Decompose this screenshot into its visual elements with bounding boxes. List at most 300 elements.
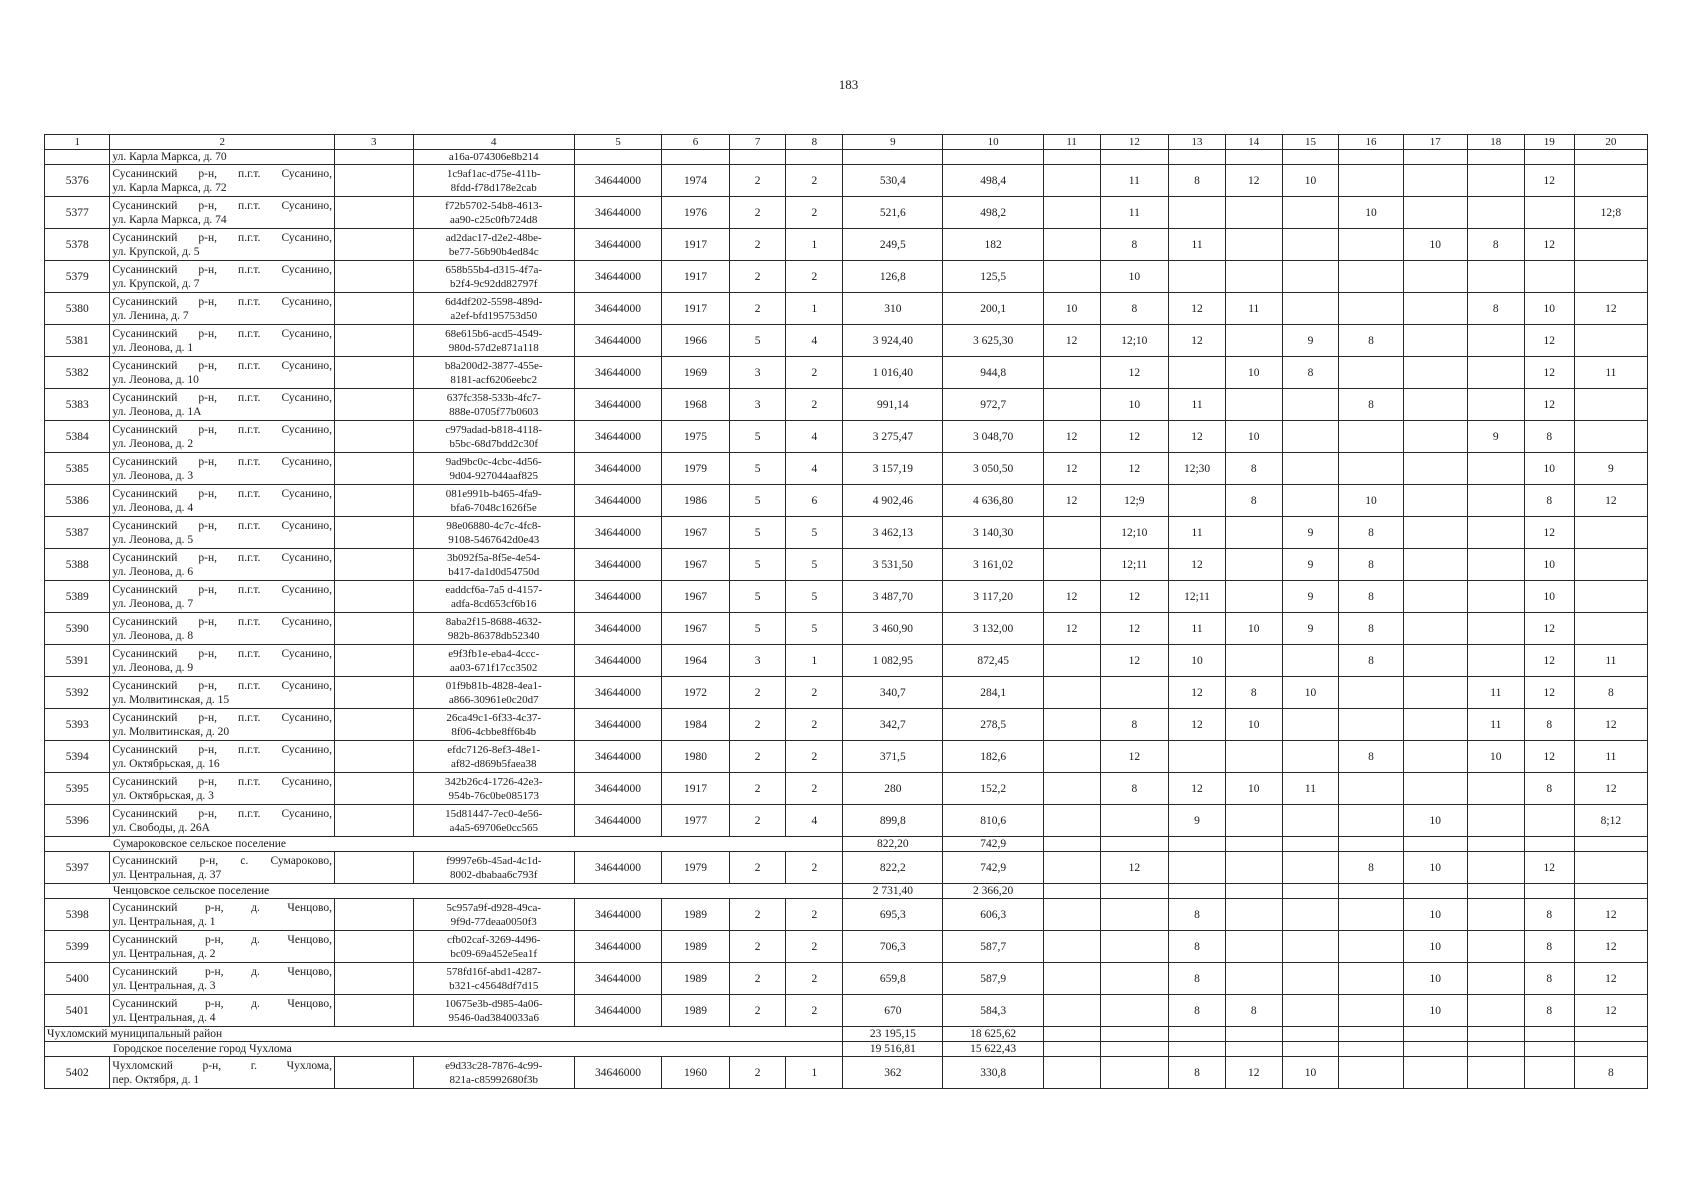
column-number: 14 <box>1225 135 1282 150</box>
guid-line-2: b417-da1d0d54750d <box>448 565 540 578</box>
table-row <box>45 229 1648 261</box>
value-cell: 1968 <box>662 389 730 421</box>
value-cell: 498,4 <box>943 165 1043 197</box>
value-cell: 12 <box>1043 613 1100 645</box>
guid-cell <box>413 805 574 837</box>
value-cell: 12 <box>1524 741 1574 773</box>
value-cell <box>786 150 843 165</box>
guid-cell <box>413 995 574 1027</box>
value-cell: 587,7 <box>943 931 1043 963</box>
subtotal-row <box>45 837 1648 852</box>
value-cell: 2 <box>729 931 786 963</box>
value-cell: 6 <box>786 485 843 517</box>
address-line-2: ул. Леонова, д. 1 <box>112 341 194 354</box>
table-row <box>45 677 1648 709</box>
address-line-2: ул. Молвитинская, д. 20 <box>112 725 230 738</box>
address-line-1: Сусанинский р-н, п.г.т. Сусанино, <box>112 391 333 404</box>
value-cell: 8 <box>1339 613 1403 645</box>
guid-line-2: b321-c45648df7d15 <box>449 979 539 992</box>
value-cell <box>1339 805 1403 837</box>
value-cell: 34644000 <box>574 773 661 805</box>
value-cell: 972,7 <box>943 389 1043 421</box>
address-line-1: Сусанинский р-н, д. Ченцово, <box>112 901 333 914</box>
value-cell <box>1225 517 1282 549</box>
value-cell <box>1339 899 1403 931</box>
address-line-2: ул. Леонова, д. 1А <box>112 405 202 418</box>
value-cell: 12;10 <box>1100 325 1169 357</box>
value-cell: 2 <box>786 357 843 389</box>
empty-cell <box>1403 1042 1467 1057</box>
value-cell <box>1467 931 1524 963</box>
value-cell <box>1225 899 1282 931</box>
value-cell <box>1169 741 1226 773</box>
address-line-1: Сусанинский р-н, п.г.т. Сусанино, <box>112 423 333 436</box>
column-number: 6 <box>662 135 730 150</box>
address-cell <box>110 197 335 229</box>
value-cell: 12 <box>1574 931 1647 963</box>
value-cell <box>1403 645 1467 677</box>
guid-line-1: eaddcf6a-7a5 d-4157- <box>445 583 543 596</box>
guid-cell <box>413 293 574 325</box>
address-line-2: ул. Леонова, д. 8 <box>112 629 194 642</box>
guid-line-2: af82-d869b5faea38 <box>450 757 537 770</box>
value-cell <box>1225 581 1282 613</box>
guid-cell <box>413 261 574 293</box>
value-cell: 8 <box>1100 709 1169 741</box>
value-cell: 4 <box>786 805 843 837</box>
value-cell: 10 <box>1225 421 1282 453</box>
value-cell <box>1169 150 1226 165</box>
value-cell: 8 <box>1524 995 1574 1027</box>
value-cell <box>1467 325 1524 357</box>
table-row <box>45 805 1648 837</box>
empty-cell <box>1524 1027 1574 1042</box>
value-cell: 34644000 <box>574 229 661 261</box>
value-cell: 8 <box>1339 741 1403 773</box>
guid-line-2: 982b-86378db52340 <box>447 629 540 642</box>
value-cell: 695,3 <box>843 899 943 931</box>
value-cell: 8 <box>1225 995 1282 1027</box>
value-cell: 3 462,13 <box>843 517 943 549</box>
value-cell: 3 924,40 <box>843 325 943 357</box>
value-cell: 200,1 <box>943 293 1043 325</box>
value-cell: 4 902,46 <box>843 485 943 517</box>
value-cell: 944,8 <box>943 357 1043 389</box>
value-cell <box>1467 389 1524 421</box>
table-row <box>45 581 1648 613</box>
value-cell: 34644000 <box>574 261 661 293</box>
value-cell: 12 <box>1524 677 1574 709</box>
value-cell <box>1467 613 1524 645</box>
value-cell: 3 157,19 <box>843 453 943 485</box>
subtotal-label: Сумароковское сельское поселение <box>45 837 843 852</box>
column-number: 5 <box>574 135 661 150</box>
value-cell <box>1403 1057 1467 1089</box>
address-line-2: ул. Леонова, д. 7 <box>112 597 194 610</box>
value-cell <box>1339 709 1403 741</box>
subtotal-total-area: 822,20 <box>843 837 943 852</box>
record-number: 5402 <box>45 1057 110 1089</box>
value-cell: 12 <box>1524 613 1574 645</box>
address-line-1: Сусанинский р-н, п.г.т. Сусанино, <box>112 455 333 468</box>
guid-line-2: b2f4-9c92dd82797f <box>450 277 538 290</box>
empty-cell <box>335 357 414 389</box>
value-cell <box>1403 517 1467 549</box>
value-cell: 3 531,50 <box>843 549 943 581</box>
value-cell <box>1574 549 1647 581</box>
column-number-row <box>45 135 1648 150</box>
empty-cell <box>1043 1042 1100 1057</box>
value-cell <box>1574 581 1647 613</box>
value-cell: 2 <box>786 389 843 421</box>
value-cell <box>1574 852 1647 884</box>
value-cell: 810,6 <box>943 805 1043 837</box>
address-line-1: Сусанинский р-н, п.г.т. Сусанино, <box>112 807 333 820</box>
value-cell <box>1467 581 1524 613</box>
value-cell <box>1339 357 1403 389</box>
value-cell <box>1467 485 1524 517</box>
guid-cell <box>413 197 574 229</box>
value-cell: 11 <box>1467 677 1524 709</box>
address-line-2: ул. Леонова, д. 6 <box>112 565 194 578</box>
value-cell <box>1403 485 1467 517</box>
guid-cell <box>413 421 574 453</box>
value-cell <box>1403 150 1467 165</box>
table-row <box>45 613 1648 645</box>
address-line-2: ул. Центральная, д. 3 <box>112 979 216 992</box>
record-number: 5389 <box>45 581 110 613</box>
address-line-2: ул. Крупской, д. 7 <box>112 277 200 290</box>
value-cell: 5 <box>729 613 786 645</box>
value-cell: 34644000 <box>574 293 661 325</box>
value-cell <box>1339 1057 1403 1089</box>
value-cell: 362 <box>843 1057 943 1089</box>
value-cell <box>843 150 943 165</box>
guid-cell <box>413 517 574 549</box>
table-row <box>45 931 1648 963</box>
value-cell <box>1282 995 1339 1027</box>
address-line-2: ул. Октябрьская, д. 3 <box>112 789 214 802</box>
value-cell <box>1100 805 1169 837</box>
guid-cell <box>413 581 574 613</box>
value-cell: 10 <box>1403 963 1467 995</box>
value-cell: 10 <box>1403 899 1467 931</box>
value-cell: 11 <box>1574 357 1647 389</box>
value-cell: 12;30 <box>1169 453 1226 485</box>
address-cell <box>110 741 335 773</box>
record-number: 5398 <box>45 899 110 931</box>
value-cell <box>1467 150 1524 165</box>
value-cell <box>1339 963 1403 995</box>
value-cell <box>1467 261 1524 293</box>
value-cell: 12 <box>1524 165 1574 197</box>
value-cell <box>1403 741 1467 773</box>
value-cell: 9 <box>1282 325 1339 357</box>
value-cell: 12 <box>1524 325 1574 357</box>
value-cell: 742,9 <box>943 852 1043 884</box>
value-cell <box>1524 261 1574 293</box>
value-cell <box>1467 517 1524 549</box>
guid-cell <box>413 899 574 931</box>
address-cell <box>110 325 335 357</box>
column-number: 1 <box>45 135 110 150</box>
subtotal-living-area: 2 366,20 <box>943 884 1043 899</box>
address-line-1: Сусанинский р-н, п.г.т. Сусанино, <box>112 583 333 596</box>
address-line-2: ул. Центральная, д. 1 <box>112 915 216 928</box>
value-cell <box>1225 963 1282 995</box>
value-cell: 12 <box>1524 229 1574 261</box>
value-cell: 11 <box>1225 293 1282 325</box>
column-number: 13 <box>1169 135 1226 150</box>
address-line-1: Сусанинский р-н, п.г.т. Сусанино, <box>112 615 333 628</box>
empty-cell <box>1225 1027 1282 1042</box>
subtotal-label: Чухломский муниципальный район <box>45 1027 843 1042</box>
address-cell <box>110 261 335 293</box>
value-cell <box>1467 899 1524 931</box>
value-cell: 2 <box>729 899 786 931</box>
value-cell <box>1225 229 1282 261</box>
guid-cell <box>413 709 574 741</box>
value-cell: 5 <box>786 581 843 613</box>
value-cell: 4 636,80 <box>943 485 1043 517</box>
value-cell: 34644000 <box>574 805 661 837</box>
value-cell <box>1524 1057 1574 1089</box>
empty-cell <box>335 581 414 613</box>
record-number: 5390 <box>45 613 110 645</box>
address-line-1: Сусанинский р-н, с. Сумароково, <box>112 854 333 867</box>
address-cell <box>110 677 335 709</box>
value-cell: 34644000 <box>574 325 661 357</box>
address-line-2: ул. Крупской, д. 5 <box>112 245 200 258</box>
value-cell: 2 <box>729 709 786 741</box>
column-number: 19 <box>1524 135 1574 150</box>
value-cell <box>1282 899 1339 931</box>
guid-line-2: aa03-671f17cc3502 <box>450 661 538 674</box>
guid-line-1: 658b55b4-d315-4f7a- <box>445 263 542 276</box>
empty-cell <box>1574 884 1647 899</box>
value-cell: 34644000 <box>574 677 661 709</box>
value-cell: 342,7 <box>843 709 943 741</box>
guid-line-1: 68e615b6-acd5-4549- <box>445 327 543 340</box>
address-line-2: ул. Центральная, д. 37 <box>112 868 222 881</box>
address-cell <box>110 421 335 453</box>
record-number: 5396 <box>45 805 110 837</box>
value-cell: 1960 <box>662 1057 730 1089</box>
value-cell: 3 625,30 <box>943 325 1043 357</box>
guid-line-1: b8a200d2-3877-455e- <box>444 359 543 372</box>
address-line-1: Сусанинский р-н, п.г.т. Сусанино, <box>112 231 333 244</box>
value-cell <box>1403 613 1467 645</box>
subtotal-label: Городское поселение город Чухлома <box>45 1042 843 1057</box>
value-cell <box>1043 805 1100 837</box>
value-cell: 8 <box>1100 293 1169 325</box>
address-cell <box>110 357 335 389</box>
address-line-1: Сусанинский р-н, п.г.т. Сусанино, <box>112 679 333 692</box>
subtotal-living-area: 15 622,43 <box>943 1042 1043 1057</box>
empty-cell <box>1225 837 1282 852</box>
value-cell: 3 117,20 <box>943 581 1043 613</box>
value-cell <box>1043 549 1100 581</box>
address-cell <box>110 150 335 165</box>
value-cell: 12 <box>1169 325 1226 357</box>
address-cell <box>110 645 335 677</box>
value-cell: 12 <box>1225 165 1282 197</box>
value-cell: 8 <box>1225 453 1282 485</box>
value-cell <box>1403 389 1467 421</box>
address-cell <box>110 517 335 549</box>
table-row <box>45 852 1648 884</box>
value-cell: 1989 <box>662 963 730 995</box>
value-cell <box>1467 773 1524 805</box>
value-cell <box>1403 421 1467 453</box>
address-line-1: Сусанинский р-н, п.г.т. Сусанино, <box>112 519 333 532</box>
value-cell <box>1524 197 1574 229</box>
value-cell: 498,2 <box>943 197 1043 229</box>
guid-cell <box>413 741 574 773</box>
subtotal-label: Ченцовское сельское поселение <box>45 884 843 899</box>
value-cell: 5 <box>729 421 786 453</box>
table-row <box>45 485 1648 517</box>
value-cell: 9 <box>1467 421 1524 453</box>
column-number: 20 <box>1574 135 1647 150</box>
value-cell: 2 <box>729 852 786 884</box>
record-number: 5391 <box>45 645 110 677</box>
value-cell: 12 <box>1100 453 1169 485</box>
subtotal-row <box>45 1027 1648 1042</box>
value-cell: 10 <box>1100 261 1169 293</box>
value-cell: 991,14 <box>843 389 943 421</box>
value-cell <box>1043 165 1100 197</box>
empty-cell <box>1467 884 1524 899</box>
empty-cell <box>1225 1042 1282 1057</box>
value-cell: 659,8 <box>843 963 943 995</box>
guid-line-1: cfb02caf-3269-4496- <box>447 933 541 946</box>
value-cell <box>1100 1057 1169 1089</box>
record-number: 5384 <box>45 421 110 453</box>
guid-line-2: 9f9d-77deaa0050f3 <box>450 915 537 928</box>
table-row <box>45 261 1648 293</box>
record-number: 5382 <box>45 357 110 389</box>
value-cell: 9 <box>1282 549 1339 581</box>
address-cell <box>110 389 335 421</box>
address-line-1: Сусанинский р-н, п.г.т. Сусанино, <box>112 263 333 276</box>
value-cell <box>1574 261 1647 293</box>
address-line-1: Сусанинский р-н, п.г.т. Сусанино, <box>112 327 333 340</box>
record-number: 5397 <box>45 852 110 884</box>
value-cell: 706,3 <box>843 931 943 963</box>
guid-cell <box>413 357 574 389</box>
value-cell: 3 487,70 <box>843 581 943 613</box>
value-cell: 3 <box>729 389 786 421</box>
address-line-1: Сусанинский р-н, п.г.т. Сусанино, <box>112 743 333 756</box>
value-cell <box>1225 261 1282 293</box>
guid-line-1: 578fd16f-abd1-4287- <box>446 965 542 978</box>
value-cell <box>1225 197 1282 229</box>
value-cell <box>1225 150 1282 165</box>
empty-cell <box>1043 1027 1100 1042</box>
value-cell: 670 <box>843 995 943 1027</box>
value-cell: 8 <box>1169 931 1226 963</box>
empty-cell <box>1467 1027 1524 1042</box>
value-cell <box>1339 453 1403 485</box>
column-number: 7 <box>729 135 786 150</box>
value-cell: 12 <box>1524 517 1574 549</box>
value-cell: 8 <box>1524 963 1574 995</box>
value-cell: 12 <box>1574 899 1647 931</box>
value-cell: 3 <box>729 357 786 389</box>
value-cell: 5 <box>786 613 843 645</box>
value-cell <box>1467 165 1524 197</box>
column-number: 2 <box>110 135 335 150</box>
value-cell <box>1043 773 1100 805</box>
value-cell: 12 <box>1043 485 1100 517</box>
value-cell <box>1403 165 1467 197</box>
empty-cell <box>335 453 414 485</box>
value-cell: 12 <box>1574 709 1647 741</box>
value-cell: 12 <box>1169 709 1226 741</box>
value-cell <box>1043 389 1100 421</box>
value-cell <box>1282 709 1339 741</box>
value-cell: 182,6 <box>943 741 1043 773</box>
record-number <box>45 150 110 165</box>
guid-line-1: c979adad-b818-4118- <box>445 423 543 436</box>
value-cell: 8 <box>1524 899 1574 931</box>
value-cell: 1980 <box>662 741 730 773</box>
value-cell: 10 <box>1282 165 1339 197</box>
table-row <box>45 773 1648 805</box>
value-cell: 1917 <box>662 293 730 325</box>
value-cell: 3 460,90 <box>843 613 943 645</box>
empty-cell <box>1282 884 1339 899</box>
value-cell: 12 <box>1524 389 1574 421</box>
value-cell: 34644000 <box>574 995 661 1027</box>
value-cell: 12;11 <box>1169 581 1226 613</box>
value-cell: 5 <box>729 517 786 549</box>
value-cell <box>1169 485 1226 517</box>
empty-cell <box>335 549 414 581</box>
value-cell: 34644000 <box>574 197 661 229</box>
empty-cell <box>1100 1027 1169 1042</box>
address-line-2: ул. Молвитинская, д. 15 <box>112 693 230 706</box>
value-cell <box>1043 357 1100 389</box>
column-number: 17 <box>1403 135 1467 150</box>
value-cell <box>1403 261 1467 293</box>
empty-cell <box>335 229 414 261</box>
value-cell: 2 <box>786 709 843 741</box>
value-cell: 12 <box>1100 613 1169 645</box>
value-cell: 34644000 <box>574 517 661 549</box>
value-cell: 3 048,70 <box>943 421 1043 453</box>
value-cell: 2 <box>729 741 786 773</box>
value-cell: 11 <box>1574 645 1647 677</box>
value-cell: 12;11 <box>1100 549 1169 581</box>
value-cell <box>1574 229 1647 261</box>
value-cell: 1989 <box>662 899 730 931</box>
table-row <box>45 709 1648 741</box>
value-cell: 9 <box>1282 613 1339 645</box>
value-cell <box>1282 805 1339 837</box>
value-cell: 2 <box>786 995 843 1027</box>
value-cell <box>729 150 786 165</box>
table-row <box>45 963 1648 995</box>
value-cell <box>1574 389 1647 421</box>
value-cell: 34644000 <box>574 389 661 421</box>
value-cell <box>1282 485 1339 517</box>
empty-cell <box>1524 884 1574 899</box>
value-cell <box>1403 709 1467 741</box>
value-cell: 5 <box>729 549 786 581</box>
table-row <box>45 150 1648 165</box>
